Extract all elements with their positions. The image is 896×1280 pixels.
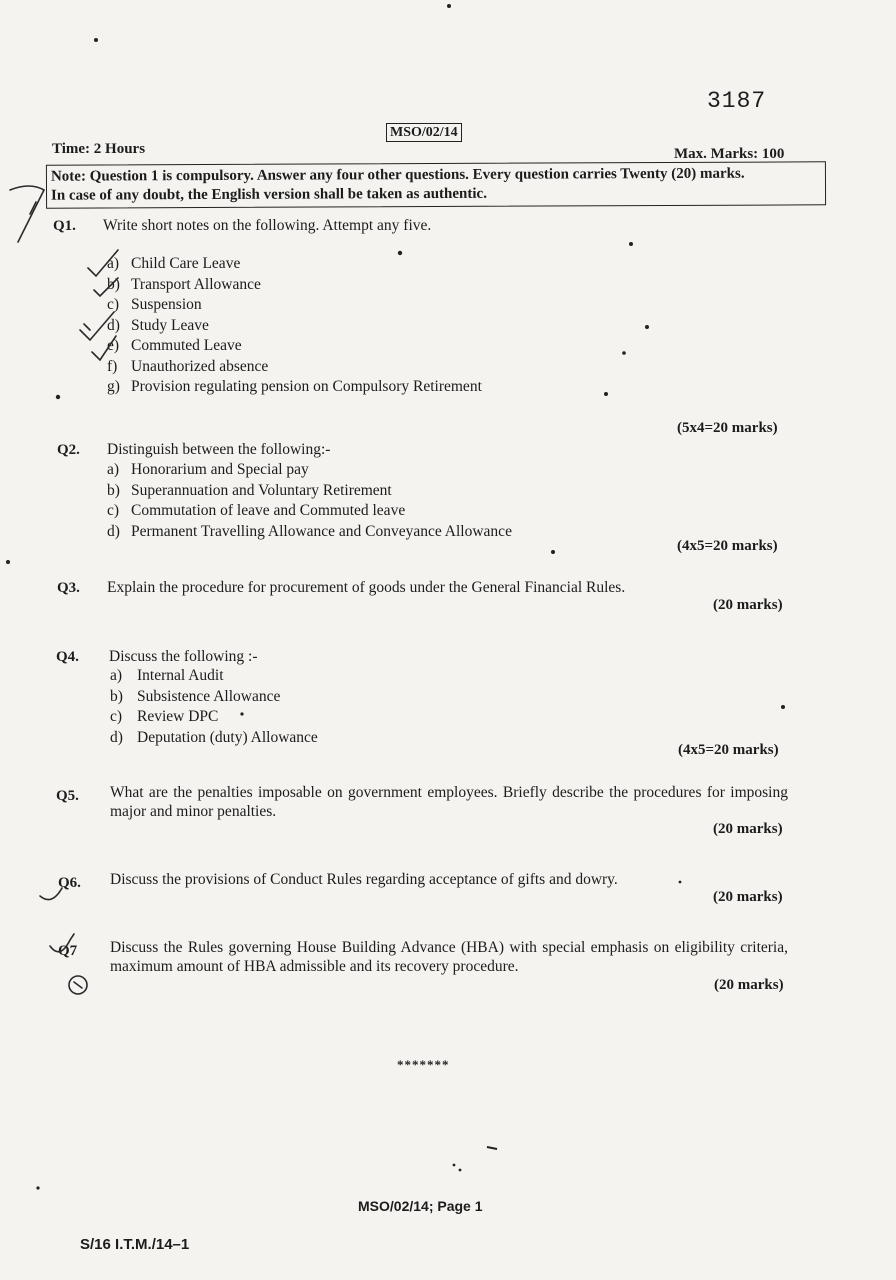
q6-marks: (20 marks) <box>713 889 783 905</box>
q2-marks: (4x5=20 marks) <box>677 538 778 554</box>
q5-text: What are the penalties imposable on government employees. Briefly describe the procedures for imposing major and minor penalties. <box>110 784 788 820</box>
paper-code: MSO/02/14 <box>386 123 462 142</box>
q3-marks: (20 marks) <box>713 597 783 613</box>
list-item: c) Commutation of leave and Commuted leave <box>107 502 406 519</box>
exam-time: Time: 2 Hours <box>52 141 146 157</box>
q4-items <box>110 666 318 748</box>
q1-items <box>107 254 482 398</box>
q4-number: Q4. <box>56 649 79 665</box>
q5-marks: (20 marks) <box>713 821 783 837</box>
list-item: d) Permanent Travelling Allowance and Conveyance Allowance <box>107 522 512 540</box>
q4-marks: (4x5=20 marks) <box>678 742 779 758</box>
list-item: f) Unauthorized absence <box>107 357 269 375</box>
list-item: a) Honorarium and Special pay <box>107 461 309 478</box>
list-item: a) Internal Audit <box>110 667 224 684</box>
end-marker: ******* <box>397 1057 450 1072</box>
q2-number: Q2. <box>57 442 80 458</box>
list-item: c) Review DPC <box>110 708 219 725</box>
q7-marks: (20 marks) <box>714 977 784 993</box>
q1-number: Q1. <box>53 218 76 234</box>
list-item: b) Subsistence Allowance <box>110 687 281 705</box>
q1-marks: (5x4=20 marks) <box>677 420 778 436</box>
q2-text: Distinguish between the following:- <box>107 441 331 458</box>
q2-items <box>107 460 512 542</box>
note-line-2: In case of any doubt, the English version shall be taken as authentic. <box>51 185 487 204</box>
list-item: a) Child Care Leave <box>107 255 241 272</box>
q7-number: Q7 <box>58 943 78 959</box>
list-item: g) Provision regulating pension on Compulsory Retirement <box>107 378 482 395</box>
q3-text: Explain the procedure for procurement of goods under the General Financial Rules. <box>107 579 626 596</box>
q4-text: Discuss the following :- <box>109 648 258 665</box>
list-item: e) Commuted Leave <box>107 337 242 354</box>
instruction-note <box>46 161 826 208</box>
page-footer: MSO/02/14; Page 1 <box>358 1198 483 1214</box>
list-item: b) Transport Allowance <box>107 275 261 293</box>
q6-text: Discuss the provisions of Conduct Rules regarding acceptance of gifts and dowry. <box>110 871 618 888</box>
q3-number: Q3. <box>57 580 80 596</box>
list-item: b) Superannuation and Voluntary Retirement <box>107 481 392 499</box>
q5-number: Q5. <box>56 788 79 804</box>
serial-number: 3187 <box>707 88 767 114</box>
list-item: c) Suspension <box>107 296 202 313</box>
list-item: d) Deputation (duty) Allowance <box>110 728 318 746</box>
q7-text: Discuss the Rules governing House Building Advance (HBA) with special emphasis on eligibility criteria, maximum amount of HBA admissible and its recovery procedure. <box>110 939 788 975</box>
max-marks: Max. Marks: 100 <box>674 146 785 162</box>
note-line-1: Note: Question 1 is compulsory. Answer any four other questions. Every question carries Twenty (20) marks. <box>50 165 745 185</box>
list-item: d) Study Leave <box>107 316 209 334</box>
q1-text: Write short notes on the following. Attempt any five. <box>103 217 432 234</box>
q6-number: Q6. <box>58 875 81 891</box>
print-code: S/16 I.T.M./14–1 <box>80 1236 190 1253</box>
